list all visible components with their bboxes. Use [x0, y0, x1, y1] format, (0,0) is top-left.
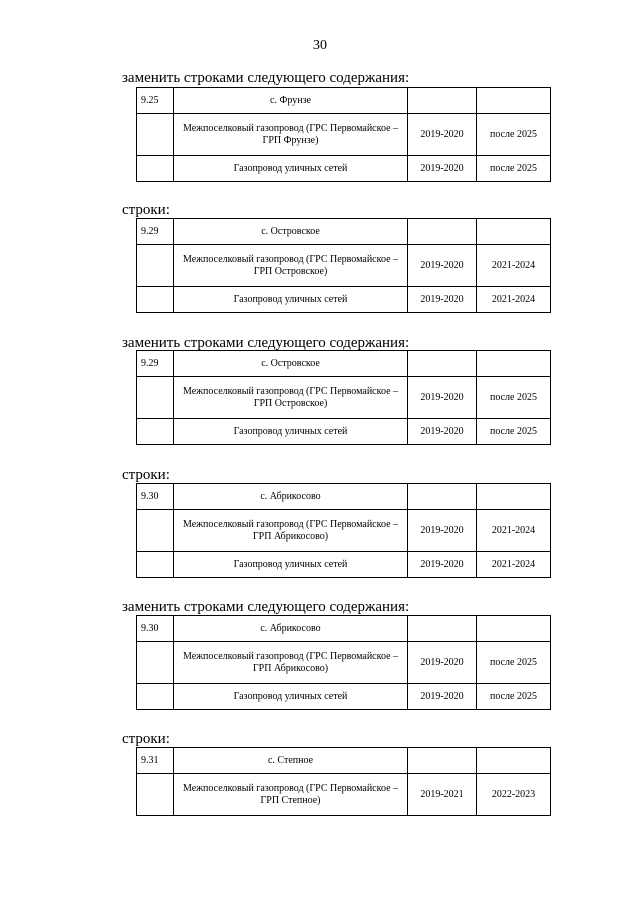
construction-years-cell: 2022-2023 [477, 774, 551, 816]
page-number: 30 [313, 38, 327, 53]
amendment-table [136, 87, 551, 182]
construction-years-cell: 2021-2024 [477, 510, 551, 552]
design-years-cell: 2019-2020 [408, 642, 477, 684]
construction-years-cell: после 2025 [477, 419, 551, 445]
table-row [137, 88, 551, 114]
construction-years-cell [477, 219, 551, 245]
construction-years-cell: после 2025 [477, 156, 551, 182]
table-row [137, 245, 551, 287]
table-row [137, 219, 551, 245]
row-number-cell: 9.29 [137, 219, 174, 245]
object-name-cell: Межпоселковый газопровод (ГРС Первомайское – ГРП Островское) [174, 245, 408, 287]
design-years-cell: 2019-2020 [408, 156, 477, 182]
row-number-cell: 9.30 [137, 484, 174, 510]
row-number-cell [137, 774, 174, 816]
design-years-cell: 2019-2020 [408, 684, 477, 710]
design-years-cell: 2019-2020 [408, 510, 477, 552]
row-number-cell [137, 377, 174, 419]
table-row [137, 774, 551, 816]
design-years-cell: 2019-2021 [408, 774, 477, 816]
row-number-cell [137, 114, 174, 156]
row-number-cell: 9.30 [137, 616, 174, 642]
construction-years-cell: после 2025 [477, 684, 551, 710]
construction-years-cell [477, 616, 551, 642]
design-years-cell: 2019-2020 [408, 245, 477, 287]
row-number-cell [137, 510, 174, 552]
construction-years-cell [477, 484, 551, 510]
table-row [137, 419, 551, 445]
object-name-cell: с. Фрунзе [174, 88, 408, 114]
object-name-cell: Межпоселковый газопровод (ГРС Первомайское – ГРП Степное) [174, 774, 408, 816]
table-row [137, 616, 551, 642]
table-row [137, 114, 551, 156]
table-row [137, 287, 551, 313]
design-years-cell [408, 351, 477, 377]
object-name-cell: Газопровод уличных сетей [174, 419, 408, 445]
table-row [137, 484, 551, 510]
table-row [137, 642, 551, 684]
design-years-cell: 2019-2020 [408, 419, 477, 445]
amendment-table [136, 350, 551, 445]
object-name-cell: Межпоселковый газопровод (ГРС Первомайское – ГРП Абрикосово) [174, 642, 408, 684]
design-years-cell [408, 484, 477, 510]
section-caption: строки: [122, 467, 170, 483]
design-years-cell [408, 748, 477, 774]
design-years-cell [408, 219, 477, 245]
construction-years-cell: после 2025 [477, 642, 551, 684]
object-name-cell: Газопровод уличных сетей [174, 684, 408, 710]
construction-years-cell: 2021-2024 [477, 552, 551, 578]
object-name-cell: с. Абрикосово [174, 616, 408, 642]
table-row [137, 351, 551, 377]
construction-years-cell [477, 351, 551, 377]
row-number-cell [137, 245, 174, 287]
object-name-cell: с. Абрикосово [174, 484, 408, 510]
row-number-cell: 9.29 [137, 351, 174, 377]
row-number-cell [137, 419, 174, 445]
object-name-cell: Межпоселковый газопровод (ГРС Первомайское – ГРП Фрунзе) [174, 114, 408, 156]
object-name-cell: с. Степное [174, 748, 408, 774]
row-number-cell [137, 552, 174, 578]
construction-years-cell: после 2025 [477, 114, 551, 156]
section-caption: заменить строками следующего содержания: [122, 599, 410, 615]
design-years-cell: 2019-2020 [408, 287, 477, 313]
row-number-cell: 9.25 [137, 88, 174, 114]
table-row [137, 748, 551, 774]
section-caption: строки: [122, 202, 170, 218]
construction-years-cell [477, 88, 551, 114]
object-name-cell: с. Островское [174, 219, 408, 245]
object-name-cell: Межпоселковый газопровод (ГРС Первомайское – ГРП Абрикосово) [174, 510, 408, 552]
table-row [137, 684, 551, 710]
row-number-cell [137, 642, 174, 684]
construction-years-cell [477, 748, 551, 774]
table-row [137, 156, 551, 182]
amendment-table [136, 483, 551, 578]
design-years-cell [408, 616, 477, 642]
section-caption: заменить строками следующего содержания: [122, 335, 410, 351]
design-years-cell: 2019-2020 [408, 377, 477, 419]
row-number-cell [137, 287, 174, 313]
section-caption: заменить строками следующего содержания: [122, 70, 410, 86]
table-row [137, 510, 551, 552]
amendment-table [136, 218, 551, 313]
construction-years-cell: после 2025 [477, 377, 551, 419]
construction-years-cell: 2021-2024 [477, 245, 551, 287]
object-name-cell: с. Островское [174, 351, 408, 377]
object-name-cell: Газопровод уличных сетей [174, 552, 408, 578]
amendment-table [136, 615, 551, 710]
construction-years-cell: 2021-2024 [477, 287, 551, 313]
design-years-cell [408, 88, 477, 114]
table-row [137, 377, 551, 419]
table-row [137, 552, 551, 578]
object-name-cell: Газопровод уличных сетей [174, 287, 408, 313]
object-name-cell: Межпоселковый газопровод (ГРС Первомайское – ГРП Островское) [174, 377, 408, 419]
amendment-table [136, 747, 551, 816]
row-number-cell [137, 684, 174, 710]
section-caption: строки: [122, 731, 170, 747]
design-years-cell: 2019-2020 [408, 114, 477, 156]
row-number-cell: 9.31 [137, 748, 174, 774]
row-number-cell [137, 156, 174, 182]
design-years-cell: 2019-2020 [408, 552, 477, 578]
object-name-cell: Газопровод уличных сетей [174, 156, 408, 182]
